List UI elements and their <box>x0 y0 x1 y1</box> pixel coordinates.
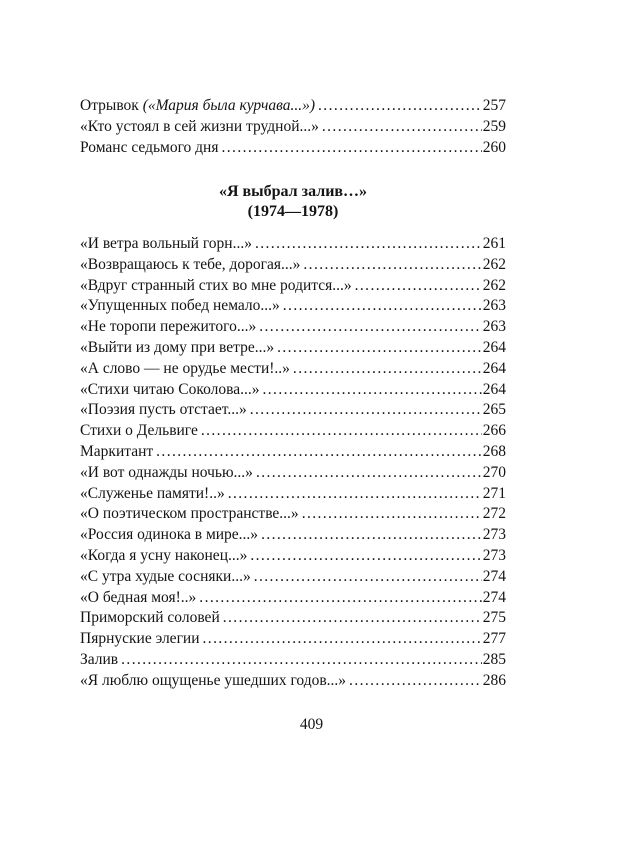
toc-entry-title: «А слово — не орудье мести!..» <box>80 359 290 377</box>
toc-entry <box>80 525 506 546</box>
dot-leader <box>280 296 482 317</box>
dot-leader <box>225 484 482 505</box>
dot-leader <box>247 400 482 421</box>
toc-entry <box>80 650 506 671</box>
toc-entry-page: 262 <box>482 276 506 294</box>
toc-entry-title: «О бедная моя!..» <box>80 588 197 606</box>
toc-entry-title: «Служенье памяти!..» <box>80 484 225 502</box>
dot-leader <box>118 650 482 671</box>
toc-entry-title-text: Отрывок <box>80 97 143 114</box>
dot-leader <box>352 276 482 297</box>
toc-entry <box>80 504 506 525</box>
dot-leader <box>219 138 482 159</box>
dot-leader <box>256 317 482 338</box>
toc-entry <box>80 484 506 505</box>
toc-entry-title: Пярнуские элегии <box>80 630 200 648</box>
section-title: «Я выбрал залив…» <box>218 183 368 200</box>
toc-entry-page: 265 <box>482 401 506 419</box>
toc-entry-title: «Россия одинока в мире...» <box>80 526 259 544</box>
toc-entry-title: Романс седьмого дня <box>80 138 219 156</box>
dot-leader <box>198 421 482 442</box>
dot-leader <box>247 546 481 567</box>
toc-entry-page: 264 <box>482 338 506 356</box>
toc-entry-title: «Когда я усну наконец...» <box>80 546 248 564</box>
dot-leader <box>251 567 482 588</box>
toc-entry-title-italic: («Мария была курчава...») <box>142 97 316 114</box>
toc-entry <box>80 671 506 692</box>
toc-entry-title: «Я люблю ощущенье ушедших годов...» <box>80 671 347 689</box>
toc-entry <box>80 276 506 297</box>
toc-entry <box>80 317 506 338</box>
section-years: (1974—1978) <box>247 203 339 220</box>
toc-entry <box>80 234 506 255</box>
toc-entry-page: 268 <box>482 442 506 460</box>
toc-entry-page: 264 <box>482 380 506 398</box>
toc-entry-title: Залив <box>80 650 119 668</box>
section-heading <box>80 182 506 222</box>
toc-entry <box>80 338 506 359</box>
toc-entry-page: 263 <box>482 318 506 336</box>
dot-leader <box>196 588 481 609</box>
toc-entry-title: «Кто устоял в сей жизни трудной...» <box>80 117 319 135</box>
dot-leader <box>220 608 482 629</box>
toc-entry-title: «Вдруг странный стих во мне родится...» <box>80 276 352 294</box>
dot-leader <box>252 234 482 255</box>
toc-entry <box>80 608 506 629</box>
toc-entry-title: «И ветра вольный горн...» <box>80 235 252 252</box>
dot-leader <box>319 117 482 138</box>
toc-entry-title: «О поэтическом пространстве...» <box>80 505 299 523</box>
toc-entry-title: «Возвращаюсь к тебе, дорогая...» <box>80 255 301 273</box>
page-number: 409 <box>299 716 324 733</box>
toc-entry <box>80 629 506 650</box>
toc-entry-page: 271 <box>482 484 506 502</box>
toc-entry-page: 273 <box>482 526 506 544</box>
toc-entry <box>80 567 506 588</box>
toc-entry-title: Стихи о Дельвиге <box>80 422 198 440</box>
toc-entry <box>80 359 506 380</box>
toc-entry-page: 264 <box>482 359 506 377</box>
toc-entry-title: «С утра худые сосняки...» <box>80 567 251 585</box>
dot-leader <box>300 255 481 276</box>
toc-entry-page: 274 <box>482 567 506 585</box>
toc-entry-page: 277 <box>482 630 506 648</box>
toc-entry-page: 270 <box>482 463 506 481</box>
toc-entry-page: 259 <box>482 117 506 135</box>
dot-leader <box>258 525 482 546</box>
toc-entry-title: «Не торопи пережитого...» <box>80 318 257 336</box>
toc-entry <box>80 296 506 317</box>
dot-leader <box>315 96 482 117</box>
toc-entry-page: 272 <box>482 505 506 523</box>
toc-entry-page: 261 <box>482 235 506 252</box>
toc-entry <box>80 463 506 484</box>
dot-leader <box>299 504 482 525</box>
toc-entry-page: 257 <box>482 97 506 114</box>
toc-entry-page: 285 <box>482 650 506 668</box>
toc-entry-title: «И вот однажды ночью...» <box>80 463 253 481</box>
toc-entry-title: «Поэзия пусть отстает...» <box>80 401 247 419</box>
dot-leader <box>274 338 482 359</box>
toc-entry-page: 263 <box>482 297 506 315</box>
toc-entry-page: 273 <box>482 546 506 564</box>
dot-leader <box>290 359 482 380</box>
dot-leader <box>253 463 482 484</box>
toc-entry <box>80 546 506 567</box>
toc-entry-title <box>80 96 315 117</box>
toc-entry-title: Маркитант <box>80 442 154 460</box>
toc-entry-title: «Выйти из дому при ветре...» <box>80 338 275 356</box>
toc-entry <box>80 117 506 138</box>
toc-entry-title: «Стихи читаю Соколова...» <box>80 380 260 398</box>
toc-entry <box>80 400 506 421</box>
toc-previous-section <box>80 96 506 158</box>
dot-leader <box>260 380 482 401</box>
toc-entry <box>80 588 506 609</box>
toc-section-list <box>80 234 506 692</box>
toc-entry <box>80 421 506 442</box>
dot-leader <box>200 629 482 650</box>
toc-entry-title: Приморский соловей <box>80 609 220 627</box>
toc-entry <box>80 138 506 159</box>
toc-entry-page: 274 <box>482 588 506 606</box>
toc-entry <box>80 380 506 401</box>
dot-leader <box>346 671 482 692</box>
dot-leader <box>153 442 482 463</box>
toc-entry <box>80 442 506 463</box>
toc-entry-page: 286 <box>482 671 506 689</box>
toc-entry <box>80 96 506 117</box>
toc-entry <box>80 255 506 276</box>
toc-entry-page: 275 <box>482 609 506 627</box>
toc-entry-page: 266 <box>482 422 506 440</box>
toc-entry-page: 262 <box>482 255 506 273</box>
toc-entry-page: 260 <box>482 138 506 156</box>
toc-entry-title: «Упущенных побед немало...» <box>80 297 280 315</box>
